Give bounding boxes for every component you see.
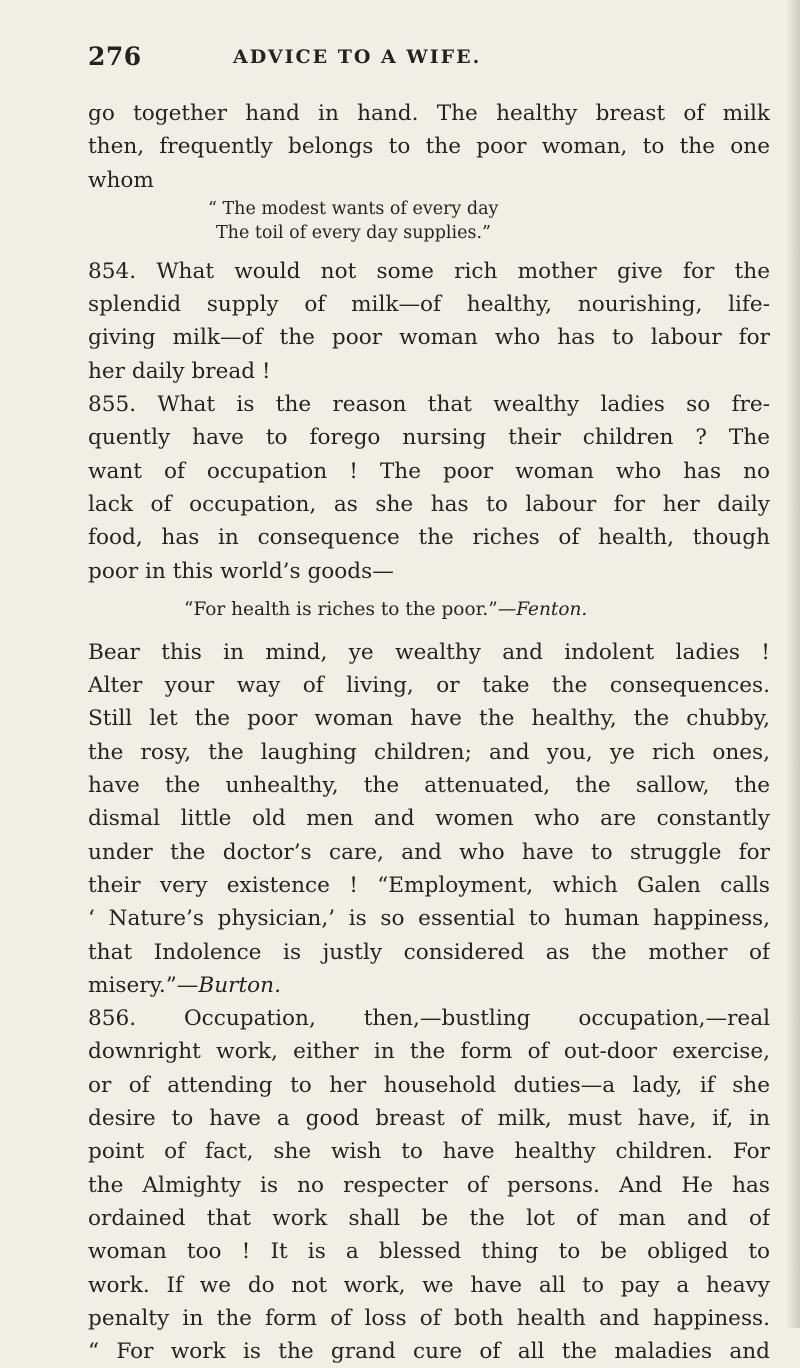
citation-author: Burton. — [198, 972, 281, 998]
text-line: giving milk—of the poor woman who has to labour for — [88, 325, 770, 351]
text-line: poor in this world’s goods— — [88, 558, 394, 584]
text-line: Still let the poor woman have the healthy, the chubby, — [88, 706, 770, 732]
page-header — [88, 42, 748, 82]
text-line: downright work, either in the form of out-door exercise, — [88, 1039, 770, 1065]
citation-text: “For health is riches to the poor.”— — [184, 598, 517, 620]
text-line — [88, 969, 770, 1002]
text-line: food, has in consequence the riches of health, though — [88, 525, 770, 551]
text-line: that Indolence is justly considered as the mother of — [88, 939, 770, 965]
text-line: go together hand in hand. The healthy breast of milk — [88, 101, 770, 126]
text-line: then, frequently belongs to the poor woman, to the one — [88, 134, 770, 160]
text-line: “ For work is the grand cure of all the maladies and — [88, 1339, 770, 1365]
text-line: their very existence ! “Employment, which Galen calls — [88, 872, 770, 898]
text-line: quently have to forego nursing their children ? The — [88, 425, 770, 451]
text-line: her daily bread ! — [88, 358, 271, 384]
text-line: the Almighty is no respecter of persons. And He has — [88, 1172, 770, 1198]
text-line: ‘ Nature’s physician,’ is so essential to human happiness, — [88, 906, 770, 932]
text-line: want of occupation ! The poor woman who has no — [88, 458, 770, 484]
text-line: whom — [88, 167, 154, 193]
paragraph-855-line: 855. What is the reason that wealthy ladies so fre- — [88, 392, 770, 418]
paragraph-854-line: 854. What would not some rich mother give for the — [88, 258, 770, 284]
text-line: have the unhealthy, the attenuated, the sallow, the — [88, 773, 770, 799]
text-line: desire to have a good breast of milk, must have, if, in — [88, 1106, 770, 1132]
text-line: the rosy, the laughing children; and you, ye rich ones, — [88, 739, 770, 765]
paragraph-856-line: 856. Occupation, then,—bustling occupation,—real — [88, 1006, 770, 1032]
verse-line: The toil of every day supplies.” — [216, 222, 491, 243]
text-line: splendid supply of milk—of healthy, nourishing, life- — [88, 292, 770, 318]
citation-text: misery.”— — [88, 972, 199, 998]
page-number: 276 — [88, 42, 142, 71]
running-title: ADVICE TO A WIFE. — [233, 46, 482, 68]
verse-line: “ The modest wants of every day — [208, 198, 499, 219]
text-line: or of attending to her household duties—a lady, if she — [88, 1072, 770, 1098]
text-line: woman too ! It is a blessed thing to be obliged to — [88, 1239, 770, 1265]
text-line: dismal little old men and women who are constantly — [88, 806, 770, 832]
page-edge-shadow — [786, 0, 800, 1328]
citation-author: Fenton. — [516, 598, 588, 620]
text-line: penalty in the form of loss of both health and happiness. — [88, 1305, 770, 1331]
page-body — [88, 97, 770, 1368]
text-line: work. If we do not work, we have all to pay a heavy — [88, 1272, 770, 1298]
text-line: ordained that work shall be the lot of man and of — [88, 1205, 770, 1231]
text-line: Alter your way of living, or take the consequences. — [88, 673, 770, 699]
text-line: point of fact, she wish to have healthy children. For — [88, 1139, 770, 1165]
text-line: under the doctor’s care, and who have to struggle for — [88, 839, 770, 865]
text-line: Bear this in mind, ye wealthy and indolent ladies ! — [88, 639, 770, 665]
quotation-citation — [88, 588, 770, 636]
text-line: lack of occupation, as she has to labour for her daily — [88, 491, 770, 517]
